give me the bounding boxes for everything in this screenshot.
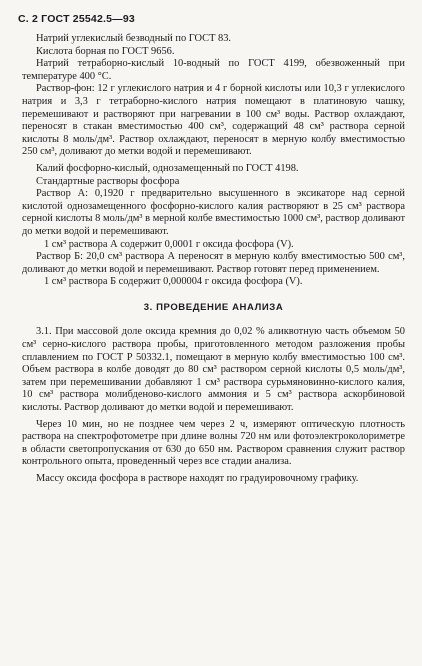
paragraph: Через 10 мин, но не позднее чем через 2 ч, измеряют оптическую плотность раствора на спектрофотометре при длине волны 720 нм или фотоэлектроколориметре в области светопропускания от 630 до 650 нм. Раствором сравнения служит раствор контрольного опыта, проведенный через все стадии анализа.: [22, 418, 405, 468]
page-header: С. 2 ГОСТ 25542.5—93: [18, 13, 135, 25]
paragraph: Раствор А: 0,1920 г предварительно высушенного в эксикаторе над серной кислотой однозамещенного фосфорно-кислого калия растворяют в 25 см³ раствора серной кислоты 8 моль/дм³ в мерной колбе вместимостью 1000 см³, раствор доливают до метки водой и перемешивают.: [22, 188, 405, 237]
paragraph: Раствор-фон: 12 г углекислого натрия и 4 г борной кислоты или 10,3 г углекислого натрия и 3,3 г тетраборно-кислого натрия помещают в платиновую чашку, перемешивают и растворяют при нагревании в 100 см³ воды. Раствор охлаждают, переносят в стакан вместимостью 400 см³, содержащий 48 см³ раствора серной кислоты 8 моль/дм³. Раствор охлаждают, переносят в мерную колбу вместимостью 250 см³, доливают до метки водой и перемешивают.: [22, 83, 405, 158]
paragraph: Натрий тетраборно-кислый 10-водный по ГОСТ 4199, обезвоженный при температуре 400 °С.: [22, 58, 405, 82]
paragraph: Раствор Б: 20,0 см³ раствора А переносят в мерную колбу вместимостью 500 см³, доливают до метки водой и перемешивают. Раствор готовят перед применением.: [22, 251, 405, 275]
subheading: Стандартные растворы фосфора: [36, 175, 180, 187]
paragraph: Калий фосфорно-кислый, однозамещенный по ГОСТ 4198.: [36, 162, 299, 174]
paragraph: 3.1. При массовой доле оксида кремния до 0,02 % аликвотную часть объемом 50 см³ серно-кислого раствора пробы, приготовленного методом разложения пробы сплавлением по ГОСТ Р 50332.1, помещают в мерную колбу вместимостью 100 см³. Объем раствора в колбе доводят до 80 см³ раствором серной кислоты 0,5 моль/дм³, затем при перемешивании добавляют 1 см³ раствора сурьмяновинно-кислого калия, 10 см³ раствора молибденово-кислого аммония и 5 см³ раствора аскорбиновой кислоты. Раствор доливают до метки водой и перемешивают.: [22, 326, 405, 414]
paragraph: 1 см³ раствора Б содержит 0,000004 г оксида фосфора (V).: [44, 276, 303, 288]
paragraph: Натрий углекислый безводный по ГОСТ 83.: [36, 33, 232, 44]
section-title: 3. ПРОВЕДЕНИЕ АНАЛИЗА: [143, 301, 284, 313]
document-body: [22, 33, 405, 486]
paragraph: 1 см³ раствора А содержит 0,0001 г оксида фосфора (V).: [44, 238, 294, 250]
paragraph: Массу оксида фосфора в растворе находят по градуировочному графику.: [36, 473, 359, 484]
paragraph: Кислота борная по ГОСТ 9656.: [36, 45, 175, 57]
